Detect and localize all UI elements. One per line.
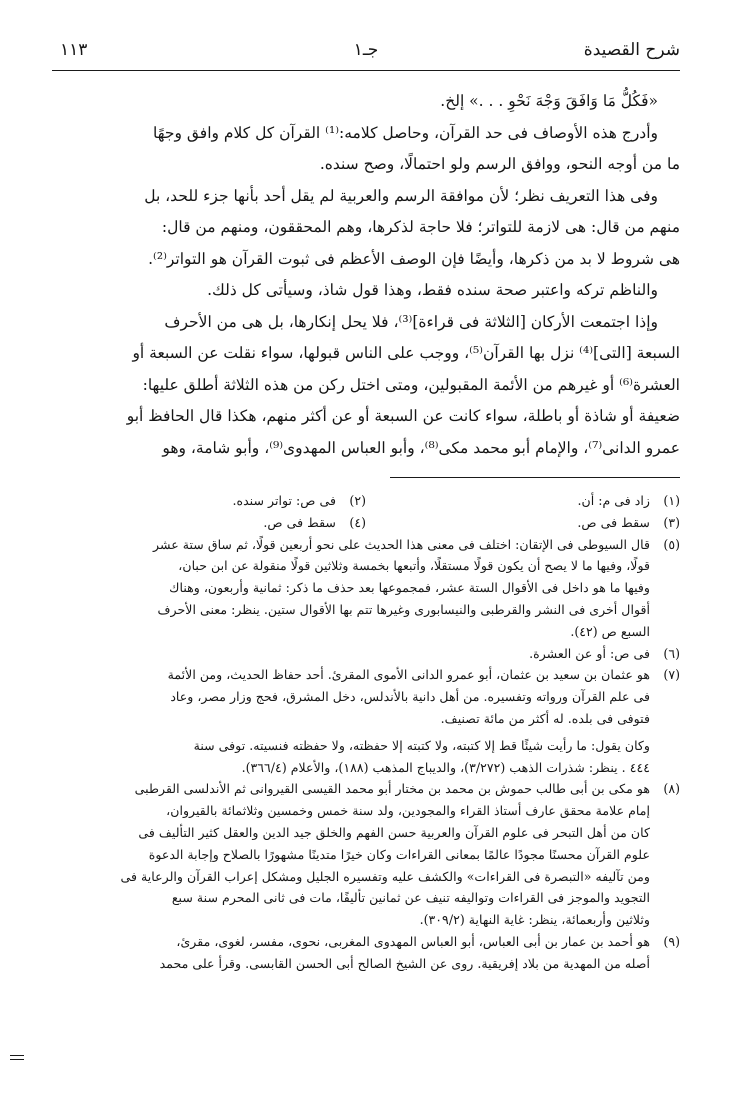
footnote-line: التجويد والموجز فى القراءات وتواليفه تنيف عن ثمانين تأليفًا، مات فى ثانى المحرم سنة سبع (171, 890, 650, 906)
text-line: منهم من قال: هى لازمة للتواتر؛ فلا حاجة لذكرها، وهم المحققون، ومنهم من قال: (161, 218, 680, 236)
footnote-number: (٢) (349, 493, 366, 508)
footnote-number: (١) (663, 493, 680, 508)
footnote (52, 512, 366, 534)
footnote-text (52, 931, 650, 975)
footnote-line: قال السيوطى فى الإتقان: اختلف فى معنى هذا الحديث على نحو أربعين قولًا، ثم ساق ستة عشر (153, 536, 650, 552)
footnote-text (52, 778, 650, 931)
footnote-number: (٨) (663, 781, 680, 797)
footnote (52, 778, 680, 931)
footnote-line: فى علم القرآن ورواته وتفسيره. من أهل دانية بالأندلس، دخل المشرق، فحج وزار مصر، وعاد (170, 689, 650, 705)
footnote-line: هو أحمد بن عمار بن أبى العباس، أبو العباس المهدوى المغربى، نحوى، مفسر، لغوى، مقرئ، (176, 933, 650, 949)
footnote-line: قولًا، وفيها ما لا يصح أن يكون قولًا مستقلًا، وأتبعها بخمسة وثلاثين قولًا منقولة عن ابن حبان، (178, 558, 650, 574)
footnote-number: (٣) (663, 514, 680, 530)
main-text (52, 71, 680, 464)
text-line: ما من أوجه النحو، ووافق الرسم ولو احتمالًا، وصح سنده. (319, 155, 680, 173)
footnote-text (52, 534, 650, 643)
footnote-line: كان من أهل التبحر فى علوم القرآن والعربية حسن الفهم والخلق جيد الدين والعقل كثير التأليف فى (138, 824, 650, 840)
footnote (52, 534, 680, 643)
footnote-line: وثلاثين وأربعمائة، ينظر: غاية النهاية (٣٠٩/٢). (419, 912, 650, 928)
book-title: شرح القصيدة (583, 40, 680, 60)
footnote-line: فى ص: أو عن العشرة. (529, 645, 650, 661)
footnote-text (52, 664, 650, 778)
footnote-text (52, 490, 336, 512)
footnote (366, 512, 680, 534)
footnotes (52, 490, 680, 975)
footnote-line: ومن تآليفه «التبصرة فى القراءات» والكشف عليه وتفسيره الجليل ومشكل إعراب القرآن والرعاية فى (120, 868, 650, 884)
footnote-number: (٦) (663, 645, 680, 661)
footnote-line: زاد فى م: أن. (577, 493, 650, 508)
verse-line: «فَكُلُّ مَا وَافَقَ وَجْهَ نَحْوِ . . .» إلخ. (440, 92, 658, 110)
text-line: العشرة⁽⁶⁾ أو غيرهم من الأئمة المقبولين، ومتى اختل ركن من هذه الثلاثة أطلق عليها: (142, 375, 680, 394)
text-line: السبعة [التى]⁽⁴⁾ نزل بها القرآن⁽⁵⁾، ووجب على الناس قبولها، سواء نقلت عن السبعة أو (132, 344, 680, 362)
footnote-text (52, 643, 650, 665)
footnote-line: أقوال أخرى فى النشر والقرطبى والنيسابورى وغيرها تتم بها الأقوال ستين. ينظر: معنى الأحرف (157, 601, 650, 617)
footnote-number: (٧) (663, 667, 680, 683)
footnote-line: السبع ص (٤٢). (570, 623, 650, 639)
text-line: وفى هذا التعريف نظر؛ لأن موافقة الرسم والعربية لم يقل أحد بأنها جزء للحد، بل (144, 186, 658, 205)
footnote (52, 490, 366, 512)
text-line: والناظم تركه واعتبر صحة سنده فقط، وهذا قول شاذ، وسيأتى كل ذلك. (207, 281, 658, 299)
footnote-line: وكان يقول: ما رأيت شيئًا قط إلا كتبته، ولا كتبته إلا حفظته، ولا حفظته فنسيته. توفى سنة (193, 737, 650, 753)
running-header (52, 34, 680, 71)
footnote-number: (٩) (663, 933, 680, 949)
text-line: وإذا اجتمعت الأركان [الثلاثة فى قراءة]⁽³⁾، فلا يحل إنكارها، بل هى من الأحرف (164, 312, 658, 331)
page-number: ١١٣ (60, 40, 88, 60)
footnote-line: هو عثمان بن سعيد بن عثمان، أبو عمرو الدانى الأموى المقرئ. أحد حفاظ الحديث، ومن الأئمة (167, 667, 650, 683)
footnote-text (366, 512, 650, 534)
footnote-line: علوم القرآن محسنًا مجودًا عالمًا بمعانى القراءات وكان خيرًا متدينًا مشهورًا بالصلاح وإجابة الدعوة (148, 846, 650, 862)
continuation-mark (10, 1055, 24, 1060)
footnote (366, 490, 680, 512)
footnote-line: فتوفى فى بلده. له أكثر من مائة تصنيف. (440, 710, 650, 726)
book-page (52, 34, 680, 1074)
footnote-line: هو مكى بن أبى طالب حموش بن محمد بن مختار أبو محمد القيسى القيروانى ثم الأندلسى القرطبى (134, 781, 650, 797)
footnote-text (52, 512, 336, 534)
footnote (52, 931, 680, 975)
footnote-text (366, 490, 650, 512)
footnote-line: فى ص: تواتر سنده. (232, 493, 336, 508)
volume-label: جـ١ (353, 40, 379, 60)
footnote-line: وفيها ما هو داخل فى الأقوال الستة عشر، فمجموعها بعد حذف ما ذكر: ثمانية وأربعون، وهناك (169, 580, 650, 596)
text-line: ضعيفة أو شاذة أو باطلة، سواء كانت عن السبعة أو عن أكثر منهم، هكذا قال الحافظ أبو (126, 407, 680, 425)
text-line: عمرو الدانى⁽⁷⁾، والإمام أبو محمد مكى⁽⁸⁾، وأبو العباس المهدوى⁽⁹⁾، وأبو شامة، وهو (162, 438, 680, 457)
footnote (52, 664, 680, 778)
text-line: هى شروط لا بد من ذكرها، وأيضًا فإن الوصف الأعظم فى ثبوت القرآن هو التواتر⁽²⁾. (148, 249, 680, 268)
footnote-line: سقط فى ص. (577, 514, 650, 530)
footnote-line: إمام علامة محقق عارف أستاذ القراء والمجودين، ولد سنة خمس وخمسين وثلاثمائة بالقيروان، (166, 803, 650, 819)
footnote (52, 643, 680, 665)
footnote-line: ٤٤٤ . ينظر: شذرات الذهب (٣/٢٧٢)، والديباج المذهب (١٨٨)، والأعلام (٣٦٦/٤). (241, 759, 650, 775)
footnote-line: أصله من المهدية من بلاد إفريقية. روى عن الشيخ الصالح أبى الحسن القابسى. وقرأ على محمد (159, 955, 650, 971)
footnote-line: سقط فى ص. (263, 514, 336, 530)
text-line: وأدرج هذه الأوصاف فى حد القرآن، وحاصل كلامه:⁽¹⁾ القرآن كل كلام وافق وجهًا (153, 123, 658, 142)
footnote-pair (52, 490, 680, 512)
footnote-separator (390, 477, 680, 478)
footnote-number: (٤) (349, 514, 366, 530)
footnote-number: (٥) (663, 536, 680, 552)
footnote-pair (52, 512, 680, 534)
